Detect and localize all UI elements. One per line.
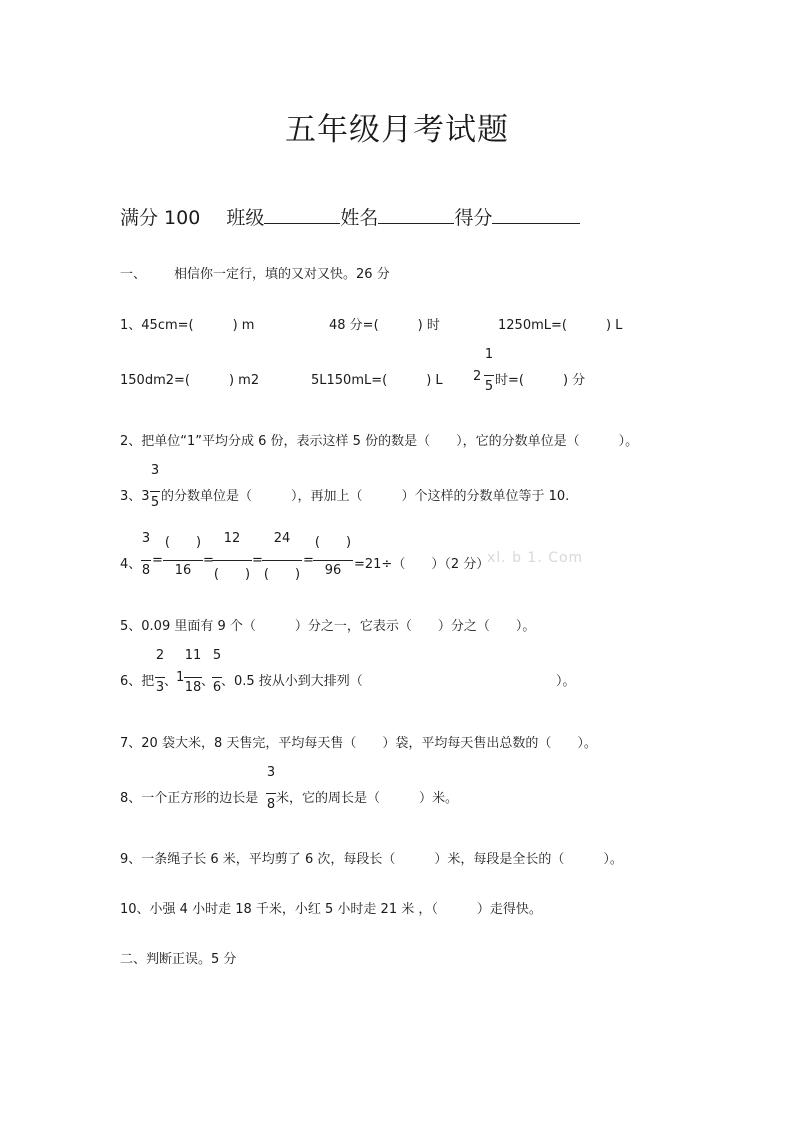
q4-f1-bar <box>141 560 151 561</box>
q4-f4-denominator: ( ) <box>263 567 301 582</box>
q1-fraction-bar <box>484 375 494 376</box>
q6-f3-numerator: 5 <box>212 648 222 663</box>
q9: 9、一条绳子长 6 米，平均剪了 6 次，每段长（ ）米，每段是全长的（ ）。 <box>120 852 623 867</box>
q1-fraction-denominator: 5 <box>484 379 494 394</box>
q4-eq-2: = <box>203 553 214 568</box>
q4-f1-denominator: 8 <box>141 563 151 578</box>
q4-f5-bar <box>313 560 353 561</box>
q6-f1-numerator: 2 <box>155 648 165 663</box>
q4-f5-denominator: 96 <box>324 563 342 578</box>
q6-f2-numerator: 11 <box>184 648 202 663</box>
q1-mixed-whole: 2 <box>473 369 482 384</box>
q1-part-c: 1250mL=( ) L <box>498 318 623 333</box>
q10: 10、小强 4 小时走 18 千米，小红 5 小时走 21 米 ，（ ）走得快。 <box>120 902 542 917</box>
q1-fraction-numerator: 1 <box>484 347 494 362</box>
q4-f2-bar <box>163 560 203 561</box>
q1-part-a: 1、45cm=( ) m <box>120 318 255 333</box>
q6-text: 、0.5 按从小到大排列（ <box>221 674 363 689</box>
full-score: 满分 100 <box>120 207 201 229</box>
name-blank[interactable] <box>378 205 454 224</box>
document-title: 五年级月考试题 <box>285 112 509 148</box>
q4-f4-bar <box>262 560 302 561</box>
q6-f2-whole: 1 <box>176 670 185 685</box>
q6-f2-denominator: 18 <box>184 680 202 695</box>
q4-prefix: 4、 <box>120 557 142 572</box>
section-2-heading: 二、判断正误。5 分 <box>120 952 237 967</box>
q8-fraction-denominator: 8 <box>266 797 276 812</box>
q1-part-f: 时=( ) 分 <box>495 373 586 388</box>
q6-f1-denominator: 3 <box>155 680 165 695</box>
q4-tail: =21÷（ ）（2 分） <box>354 557 490 572</box>
q4-f4-numerator: 24 <box>273 531 291 546</box>
q4-f1-numerator: 3 <box>141 531 151 546</box>
q4-f3-numerator: 12 <box>223 531 241 546</box>
class-blank[interactable] <box>264 205 340 224</box>
header-info <box>120 203 580 230</box>
q1-part-b: 48 分=( ) 时 <box>329 318 440 333</box>
q4-eq-3: = <box>252 553 263 568</box>
q3-text: 的分数单位是（ ），再加上（ ）个这样的分数单位等于 10. <box>161 489 570 504</box>
q1-part-e: 5L150mL=( ) L <box>311 373 443 388</box>
q1-part-d: 150dm2=( ) m2 <box>120 373 260 388</box>
q7: 7、20 袋大米，8 天售完，平均每天售（ ）袋，平均每天售出总数的（ ）。 <box>120 736 597 751</box>
q8-text: 米，它的周长是（ ）米。 <box>276 791 459 806</box>
score-blank[interactable] <box>492 205 580 224</box>
q3-fraction-numerator: 3 <box>150 463 160 478</box>
name-label: 姓名 <box>340 207 379 229</box>
score-label: 得分 <box>454 207 493 229</box>
q3-prefix: 3、3 <box>120 489 150 504</box>
q6-f3-denominator: 6 <box>212 680 222 695</box>
section-1-number: 一、 <box>120 267 147 282</box>
q3-fraction-denominator: 5 <box>150 495 160 510</box>
q5: 5、0.09 里面有 9 个（ ）分之一，它表示（ ）分之（ ）。 <box>120 619 536 634</box>
q6-sep-1: 、 <box>164 674 178 689</box>
q8-fraction-numerator: 3 <box>266 765 276 780</box>
q6-sep-2: 、 <box>201 674 215 689</box>
q8-prefix: 8、一个正方形的边长是 <box>120 791 259 806</box>
q2: 2、把单位“1”平均分成 6 份，表示这样 5 份的数是（ ），它的分数单位是（ ）。 <box>120 434 639 449</box>
q3-fraction-bar <box>150 491 160 492</box>
watermark: xl. b 1. Com <box>487 550 584 566</box>
section-1-text: 相信你一定行，填的又对又快。26 分 <box>174 267 390 282</box>
q4-f3-denominator: ( ) <box>213 567 251 582</box>
q4-eq-1: = <box>152 553 163 568</box>
q4-f3-bar <box>212 560 252 561</box>
class-label: 班级 <box>226 207 265 229</box>
q6-close: ）。 <box>556 674 576 689</box>
q6-f2-bar <box>184 677 202 678</box>
q4-eq-4: = <box>303 553 314 568</box>
q4-f2-numerator: ( ) <box>164 535 202 550</box>
q4-f2-denominator: 16 <box>174 563 192 578</box>
q8-fraction-bar <box>266 793 276 794</box>
section-1-heading <box>120 263 390 282</box>
q6-prefix: 6、把 <box>120 674 155 689</box>
q4-f5-numerator: ( ) <box>314 535 352 550</box>
